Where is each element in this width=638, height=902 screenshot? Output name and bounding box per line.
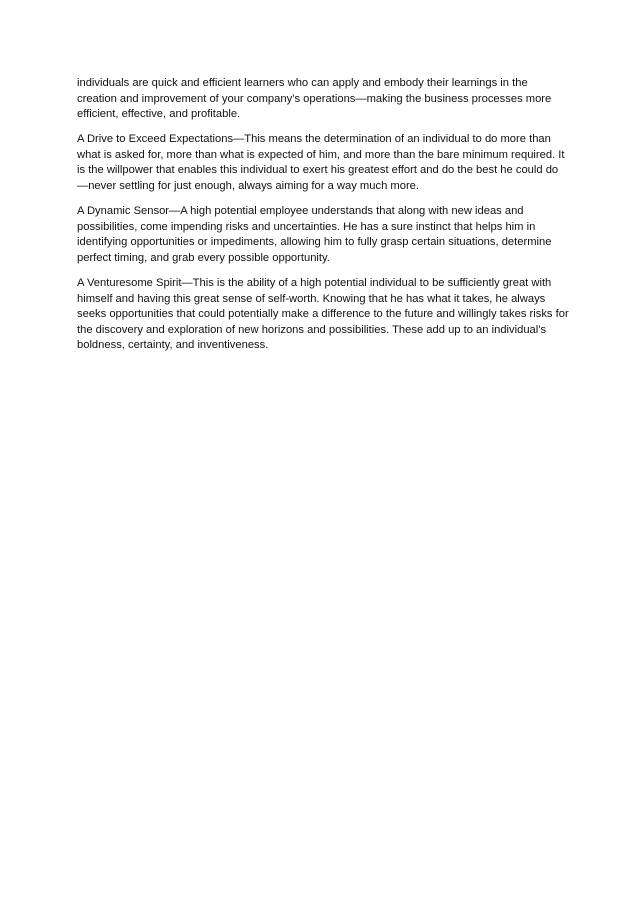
paragraph-drive-to-exceed: A Drive to Exceed Expectations—This means the determination of an individual to do more than what is asked for, more than what is expected of him, and more than the bare minimum required. It is the willpower that enables this individual to exert his greatest effort and do the best he could do—never settling for just enough, always aiming for a way much more. xyxy=(77,133,565,193)
paragraph-continuation: individuals are quick and efficient learners who can apply and embody their learnings in the creation and improvement of your company’s operations—making the business processes more efficient, effective, and profitable. xyxy=(77,77,552,121)
paragraph-venturesome-spirit: A Venturesome Spirit—This is the ability of a high potential individual to be sufficiently great with himself and having this great sense of self-worth. Knowing that he has what it takes, he always seeks opportunities that could potentially make a difference to the future and willingly takes risks for the discovery and exploration of new horizons and possibilities. These add up to an individual’s boldness, certainty, and inventiveness. xyxy=(77,277,569,352)
paragraph-dynamic-sensor: A Dynamic Sensor—A high potential employee understands that along with new ideas and possibilities, come impending risks and uncertainties. He has a sure instinct that helps him in identifying opportunities or impediments, allowing him to fully grasp certain situations, determine perfect timing, and grab every possible opportunity. xyxy=(77,205,552,264)
document-body xyxy=(77,76,569,364)
